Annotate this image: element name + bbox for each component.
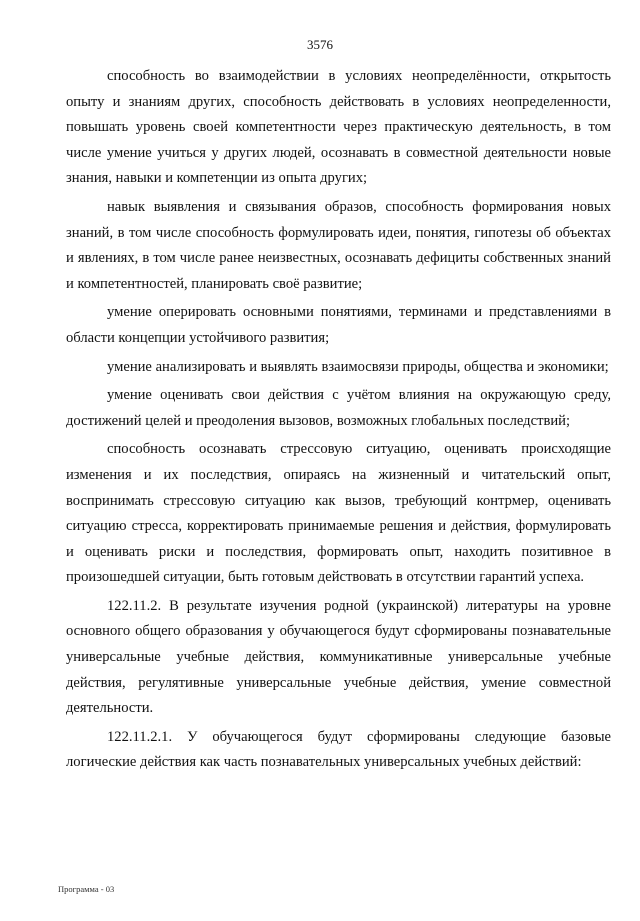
paragraph-nature-society-economy: умение анализировать и выявлять взаимосвязи природы, общества и экономики; — [107, 358, 609, 375]
paragraph-uncertainty: способность во взаимодействии в условиях неопределённости, открытость опыту и знаниям других, способность действовать в условиях неопределенности, повышать уровень своей компетентности через практическую деятельность, в том числе умение учиться у других людей, осознавать в совместной деятельности новые знания, навыки и компетенции из опыта других; — [66, 68, 611, 187]
paragraph-section-122-11-2-1: 122.11.2.1. У обучающегося будут сформированы следующие базовые логические действия как часть познавательных универсальных учебных действий: — [66, 728, 611, 771]
page-number: 3576 — [307, 37, 333, 52]
paragraph-sustainable-development: умение оперировать основными понятиями, терминами и представлениями в области концепции устойчивого развития; — [66, 304, 611, 346]
document-body — [66, 64, 611, 779]
page-footer: Программа - 03 — [58, 884, 115, 894]
paragraph-environment-impact: умение оценивать свои действия с учётом влияния на окружающую среду, достижений целей и преодоления вызовов, возможных глобальных последствий; — [66, 387, 611, 429]
paragraph-image-linking: навык выявления и связывания образов, способность формирования новых знаний, в том числе способность формулировать идеи, понятия, гипотезы об объектах и явлениях, в том числе ранее неизвестных, осознавать дефициты собственных знаний и компетентностей, планировать своё развитие; — [66, 198, 611, 292]
paragraph-stress-situation: способность осознавать стрессовую ситуацию, оценивать происходящие изменения и их последствия, опираясь на жизненный и читательский опыт, воспринимать стрессовую ситуацию как вызов, требующий контрмер, оценивать ситуацию стресса, корректировать принимаемые решения и действия, формулировать и оценивать риски и последствия, формировать опыт, находить позитивное в произошедшей ситуации, быть готовым действовать в отсутствии гарантий успеха. — [66, 441, 611, 586]
paragraph-section-122-11-2: 122.11.2. В результате изучения родной (украинской) литературы на уровне основного общего образования у обучающегося будут сформированы познавательные универсальные учебные действия, коммуникативные универсальные учебные действия, регулятивные универсальные учебные действия, умение совместной деятельности. — [66, 597, 611, 717]
